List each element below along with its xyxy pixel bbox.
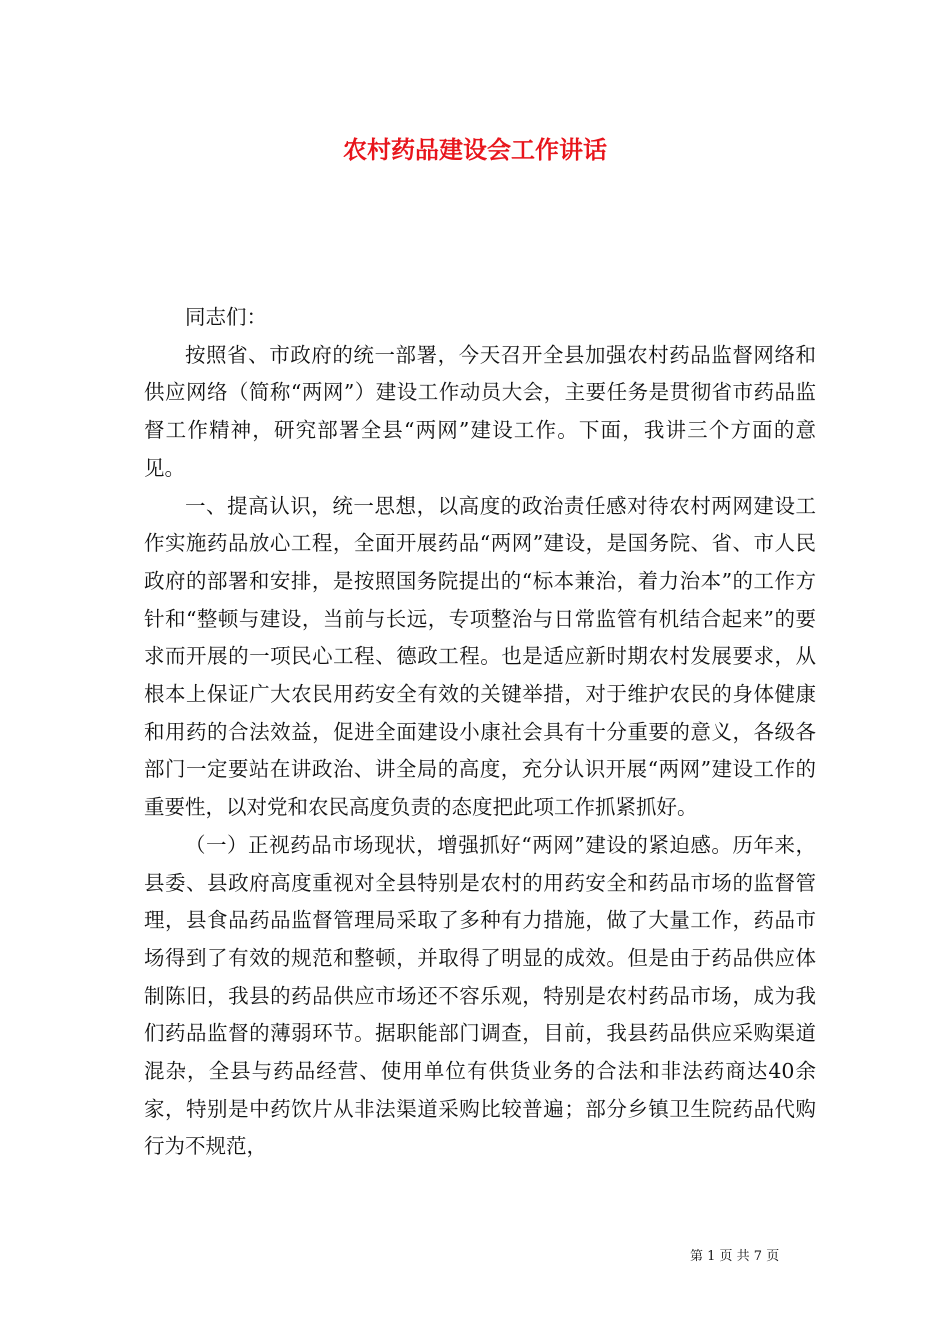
document-body [144, 299, 816, 1166]
salutation: 同志们： [185, 305, 267, 329]
document-title: 农村药品建设会工作讲话 [343, 135, 607, 164]
paragraph-1: 按照省、市政府的统一部署，今天召开全县加强农村药品监督网络和供应网络（简称“两网”）建设工作动员大会，主要任务是贯彻省市药品监督工作精神，研究部署全县“两网”建设工作。下面，我讲三个方面的意见。 [144, 342, 816, 480]
paragraph-2: 一、提高认识，统一思想，以高度的政治责任感对待农村两网建设工作实施药品放心工程，全面开展药品“两网”建设，是国务院、省、市人民政府的部署和安排，是按照国务院提出的“标本兼治，着力治本”的工作方针和“整顿与建设，当前与长远，专项整治与日常监管有机结合起来”的要求而开展的一项民心工程、德政工程。也是适应新时期农村发展要求，从根本上保证广大农民用药安全有效的关键举措，对于维护农民的身体健康和用药的合法效益，促进全面建设小康社会具有十分重要的意义，各级各部门一定要站在讲政治、讲全局的高度，充分认识开展“两网”建设工作的重要性，以对党和农民高度负责的态度把此项工作抓紧抓好。 [144, 493, 816, 820]
paragraph-3: （一）正视药品市场现状，增强抓好“两网”建设的紧迫感。历年来，县委、县政府高度重视对全县特别是农村的用药安全和药品市场的监督管理，县食品药品监督管理局采取了多种有力措施，做了大量工作，药品市场得到了有效的规范和整顿，并取得了明显的成效。但是由于药品供应体制陈旧，我县的药品供应市场还不容乐观，特别是农村药品市场，成为我们药品监督的薄弱环节。据职能部门调查，目前，我县药品供应采购渠道混杂，全县与药品经营、使用单位有供货业务的合法和非法药商达40余家，特别是中药饮片从非法渠道采购比较普遍；部分乡镇卫生院药品代购行为不规范， [144, 832, 816, 1159]
page-number: 第 1 页 共 7 页 [690, 1249, 780, 1264]
